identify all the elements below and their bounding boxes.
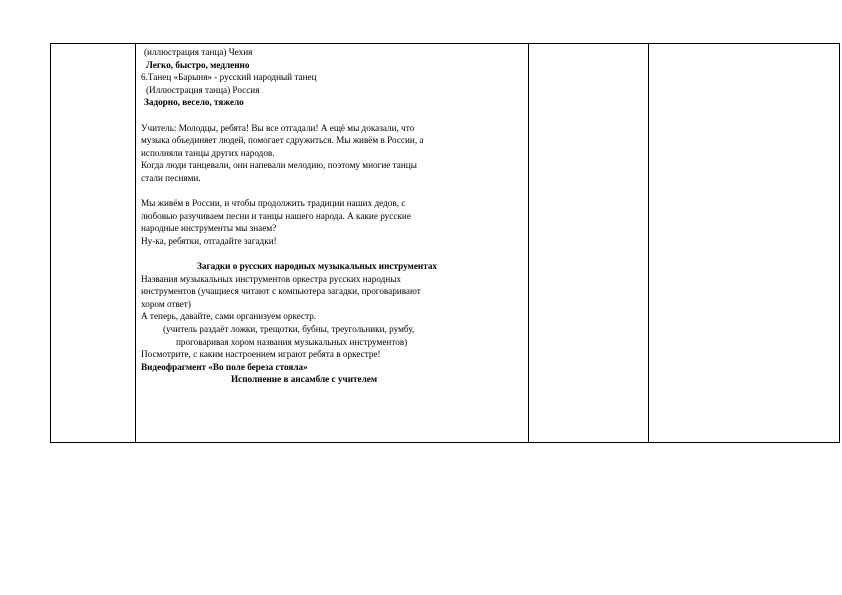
- teacher-text-line: Учитель: Молодцы, ребята! Вы все отгадали! А ещё мы доказали, что: [141, 122, 415, 133]
- dance-title-barynya: 6.Танец «Барыня» - русский народный танец: [141, 72, 317, 83]
- orchestra-text-line: проговаривая хором названия музыкальных инструментов): [176, 336, 408, 347]
- dance-character-czech: Легко, быстро, медленно: [146, 59, 250, 70]
- table-cell-lesson-content: [136, 44, 529, 443]
- paragraph-spacer: [141, 248, 524, 261]
- dance-illustration-russia: (Иллюстрация танца) Россия: [146, 84, 260, 95]
- table-cell-left: [51, 44, 136, 443]
- dance-character-russia: Задорно, весело, тяжело: [144, 97, 244, 108]
- table-cell-fourth: [649, 44, 840, 443]
- paragraph-spacer: [141, 185, 524, 198]
- riddles-text-line: Названия музыкальных инструментов оркестра русских народных: [141, 273, 402, 284]
- traditions-text-line: любовью разучиваем песни и танцы нашего народа. А какие русские: [141, 210, 411, 221]
- riddles-text-line: хором ответ): [141, 298, 191, 309]
- table-row: [51, 44, 840, 443]
- traditions-text-line: народные инструменты мы знаем?: [141, 223, 277, 234]
- teacher-text-line: стали песнями.: [141, 172, 201, 183]
- ensemble-performance-line: Исполнение в ансамбле с учителем: [231, 374, 378, 385]
- traditions-text-line: Ну-ка, ребятки, отгадайте загадки!: [141, 235, 277, 246]
- lesson-plan-table: [50, 43, 840, 443]
- teacher-text-line: музыка объединяет людей, помогает сдружиться. Мы живём в России, а: [141, 135, 424, 146]
- traditions-text-line: Мы живём в России, и чтобы продолжить традиции наших дедов, с: [141, 198, 406, 209]
- paragraph-spacer: [141, 109, 524, 122]
- riddles-text-line: инструментов (учащиеся читают с компьютера загадки, проговаривают: [141, 286, 421, 297]
- orchestra-text-line: Посмотрите, с каким настроением играют ребята в оркестре!: [141, 349, 381, 360]
- teacher-text-line: Когда люди танцевали, они напевали мелодию, поэтому многие танцы: [141, 160, 417, 171]
- riddles-heading: Загадки о русских народных музыкальных инструментах: [197, 261, 438, 272]
- table-cell-third: [529, 44, 649, 443]
- orchestra-text-line: (учитель раздаёт ложки, трещотки, бубны, треугольники, румбу,: [163, 324, 415, 335]
- video-fragment-title: Видеофрагмент «Во поле береза стояла»: [141, 361, 308, 372]
- dance-illustration-czech: (иллюстрация танца) Чехия: [144, 47, 253, 57]
- orchestra-text-line: А теперь, давайте, сами организуем оркестр.: [141, 311, 317, 322]
- teacher-text-line: исполняли танцы других народов.: [141, 147, 275, 158]
